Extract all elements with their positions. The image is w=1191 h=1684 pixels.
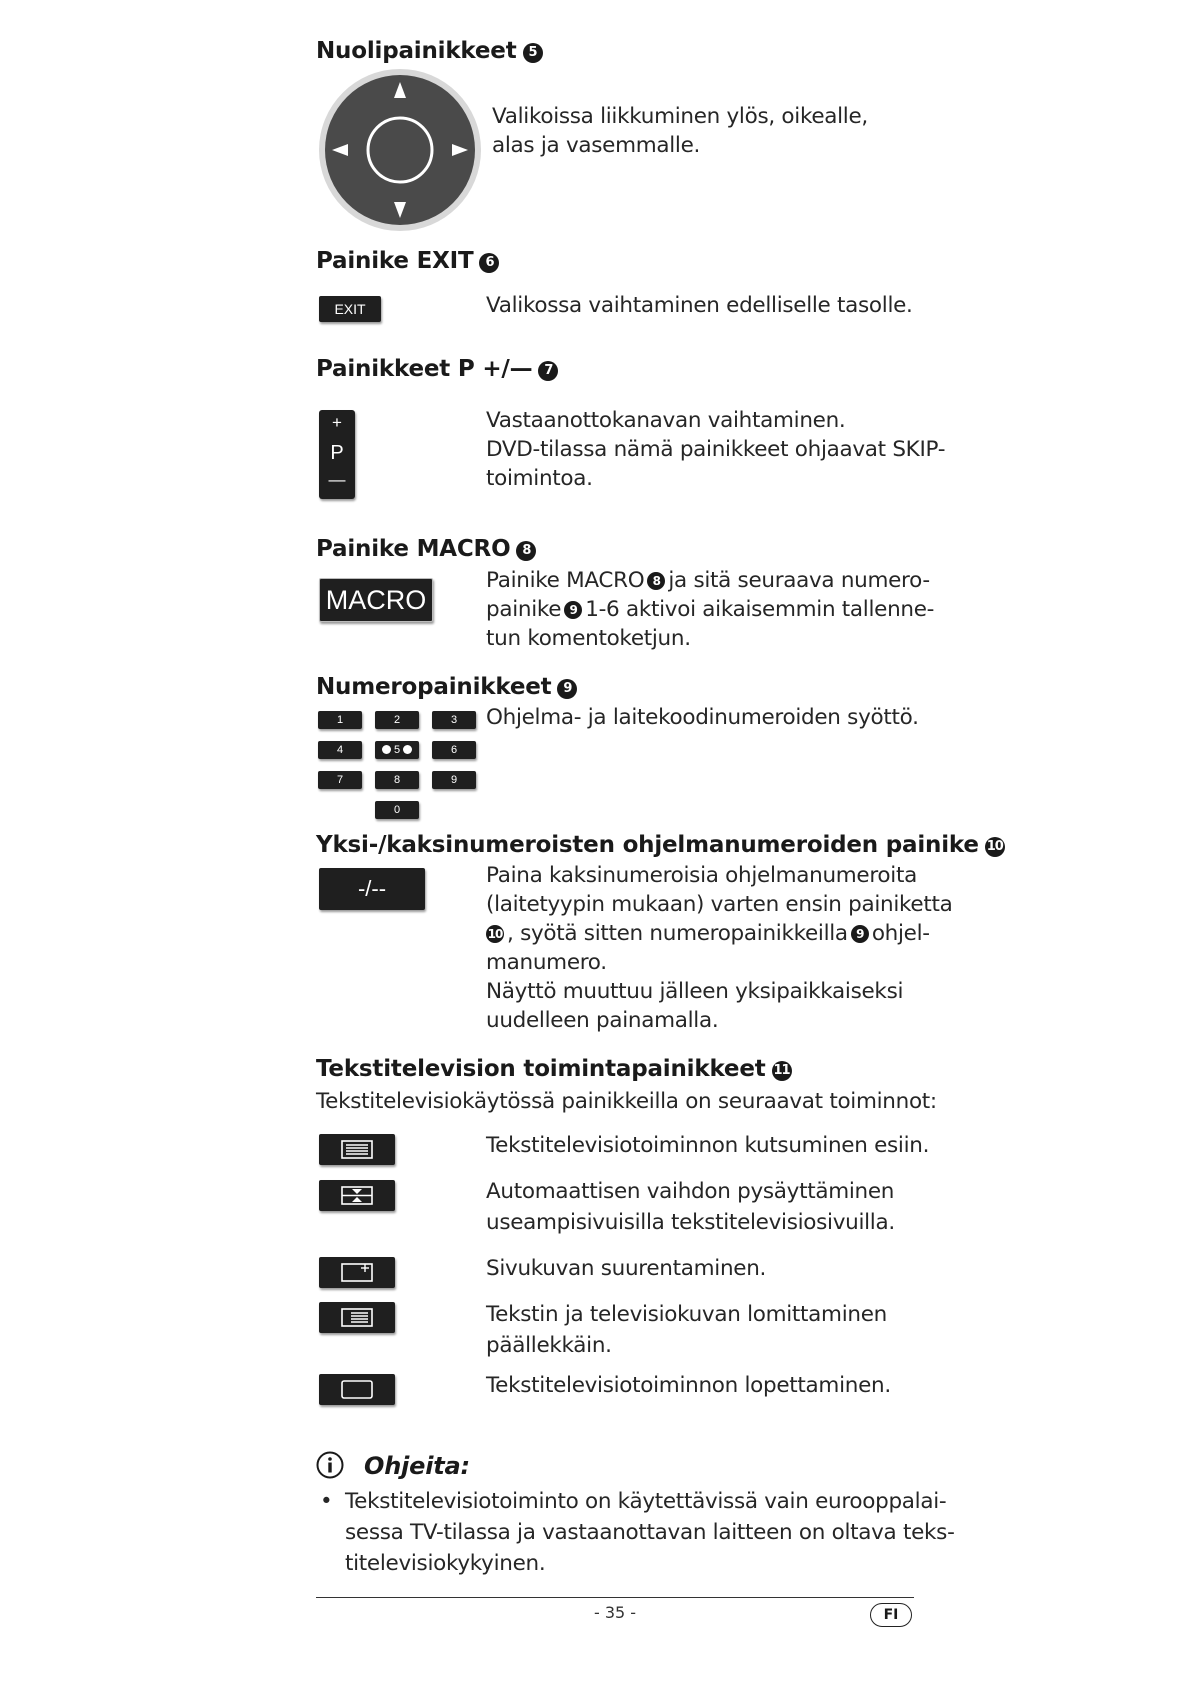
digits-heading-text: Yksi-/kaksinumeroisten ohjelmanumeroiden painike [316,832,979,858]
tactile-dot-icon [403,745,412,754]
teletext-heading-text: Tekstitelevision toimintapainikkeet [316,1056,766,1082]
teletext-icon [341,1140,373,1159]
number-key-8: 8 [375,771,419,789]
mix-icon [341,1308,373,1327]
arrows-number-badge: 5 [523,43,543,63]
pkeys-desc-2: DVD-tilassa nämä painikkeet ohjaavat SKIP- [486,437,946,462]
teletext-item-4b: päällekkäin. [486,1333,612,1358]
teletext-intro: Tekstitelevisiokäytössä painikkeilla on seuraavat toiminnot: [316,1089,937,1114]
teletext-number-badge: 11 [772,1061,792,1081]
info-icon [316,1451,344,1479]
notes-line-1: Tekstitelevisiotoiminto on käytettävissä vain eurooppalai- [345,1489,947,1514]
mix-key [319,1302,395,1333]
macro-key-icon: MACRO [319,578,433,622]
language-badge: FI [870,1603,912,1627]
macro-desc-3: tun komentoketjun. [486,626,691,651]
cancel-key [319,1374,395,1405]
page-number: - 35 - [593,1603,637,1622]
digits-desc-1: Paina kaksinumeroisia ohjelmanumeroita [486,863,917,888]
macro-heading-text: Painike MACRO [316,536,511,562]
enlarge-icon [341,1263,373,1282]
teletext-heading [316,1056,792,1082]
arrows-desc-1: Valikoissa liikkuminen ylös, oikealle, [492,104,868,129]
number-key-7: 7 [318,771,362,789]
cancel-icon [341,1380,373,1399]
numbers-heading-text: Numeropainikkeet [316,674,552,700]
exit-heading-text: Painike EXIT [316,248,474,274]
number-key-9: 9 [432,771,476,789]
exit-heading [316,248,499,274]
notes-line-3: titelevisiokykyinen. [345,1551,546,1576]
arrow-pad-icon [318,68,482,232]
teletext-item-5: Tekstitelevisiotoiminnon lopettaminen. [486,1373,891,1398]
macro-desc-2: painike 9 1-6 aktivoi aikaisemmin tallenne- [486,597,935,622]
number-key-2: 2 [375,711,419,729]
digits-heading [316,832,1005,858]
teletext-item-2a: Automaattisen vaihdon pysäyttäminen [486,1179,895,1204]
numeric-inline-badge: 9 [564,601,582,619]
notes-bullet: • [320,1489,333,1514]
enlarge-key [319,1257,395,1288]
digits-desc-6: uudelleen painamalla. [486,1008,719,1033]
pkeys-number-badge: 7 [538,361,558,381]
digits-desc-3: 10 , syötä sitten numeropainikkeilla 9 ohjel- [487,921,930,946]
exit-desc: Valikossa vaihtaminen edelliselle tasolle. [486,293,913,318]
macro-heading [316,536,536,562]
program-minus-label: — [328,470,346,489]
number-key-0: 0 [375,801,419,819]
macro-number-badge: 8 [516,541,536,561]
digits-desc-4: manumero. [486,950,607,975]
number-key-5: 5 [375,741,419,759]
numbers-heading [316,674,577,700]
teletext-item-4a: Tekstin ja televisiokuvan lomittaminen [486,1302,887,1327]
notes-line-2: sessa TV-tilassa ja vastaanottavan laitteen on oltava teks- [345,1520,955,1545]
digits-number-badge: 10 [985,837,1005,857]
arrows-heading [316,38,543,64]
numbers-inline-badge: 9 [851,925,869,943]
numbers-desc: Ohjelma- ja laitekoodinumeroiden syöttö. [486,705,919,730]
arrows-desc-2: alas ja vasemmalle. [492,133,701,158]
number-key-3: 3 [432,711,476,729]
teletext-item-3: Sivukuvan suurentaminen. [486,1256,767,1281]
program-p-label: P [330,442,344,464]
program-rocker-icon [319,410,355,499]
digits-inline-badge: 10 [487,927,503,941]
digits-desc-2: (laitetyypin mukaan) varten ensin painiketta [486,892,953,917]
footer-rule [316,1597,914,1598]
macro-desc-1: Painike MACRO 8 ja sitä seuraava numero- [486,568,930,593]
notes-heading: Ohjeita: [364,1452,470,1480]
digits-key-icon: -/-- [319,868,425,910]
pkeys-desc-1: Vastaanottokanavan vaihtaminen. [486,408,846,433]
number-key-4: 4 [318,741,362,759]
pkeys-desc-3: toimintoa. [486,466,593,491]
teletext-item-1: Tekstitelevisiotoiminnon kutsuminen esiin. [486,1133,930,1158]
pkeys-heading [316,356,558,382]
numbers-number-badge: 9 [557,679,577,699]
tactile-dot-icon [382,745,391,754]
exit-key-icon: EXIT [319,296,381,322]
number-key-1: 1 [318,711,362,729]
digits-desc-5: Näyttö muuttuu jälleen yksipaikkaiseksi [486,979,904,1004]
number-key-6: 6 [432,741,476,759]
exit-number-badge: 6 [479,253,499,273]
teletext-item-2b: useampisivuisilla tekstitelevisiosivuilla. [486,1210,895,1235]
teletext-key [319,1134,395,1165]
hold-key [319,1180,395,1211]
pkeys-heading-text: Painikkeet P +/— [316,356,533,382]
program-plus-label: + [332,413,342,432]
arrows-heading-text: Nuolipainikkeet [316,38,517,64]
macro-inline-badge: 8 [647,572,665,590]
hold-icon [341,1186,373,1205]
